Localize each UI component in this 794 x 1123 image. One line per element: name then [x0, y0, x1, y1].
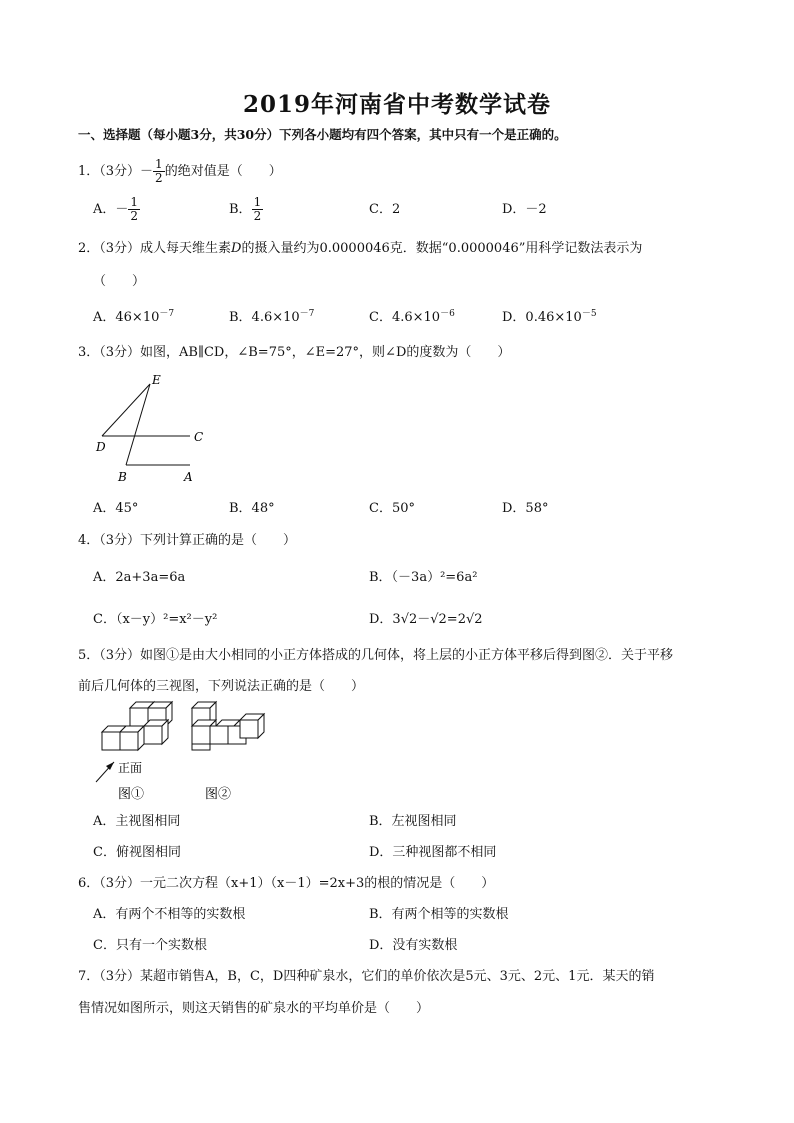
- q1-a-label: A．－: [93, 202, 129, 217]
- q1-a-fraction: [128, 196, 140, 223]
- q3-option-b: B．48°: [229, 501, 275, 516]
- q1-option-c: C．2: [369, 202, 401, 217]
- q2-d-base: D．0.46×10: [502, 310, 582, 325]
- q2-option-c: [369, 310, 455, 326]
- question-6: 6．（3分）一元二次方程（x+1）（x－1）=2x+3的根的情况是（ ）: [78, 876, 495, 891]
- q1-option-a: [93, 196, 140, 223]
- question-3: 3．（3分）如图，AB∥CD，∠B=75°，∠E=27°，则∠D的度数为（ ）: [78, 345, 511, 360]
- q1-suffix: 的绝对值是（ ）: [164, 164, 282, 179]
- q2-var: D: [231, 241, 242, 256]
- figure-1-label: 图①: [118, 787, 145, 802]
- figure-1-cubes: [102, 702, 172, 750]
- q1-a-num: 1: [130, 195, 139, 209]
- label-d: D: [96, 440, 106, 454]
- label-a: A: [184, 470, 193, 484]
- q4-option-d: D．3√2－√2=2√2: [369, 612, 483, 627]
- q5-option-a: A．主视图相同: [93, 814, 181, 829]
- q1-a-den: 2: [130, 209, 139, 223]
- q1-prefix: 1．（3分）－: [78, 164, 154, 179]
- q3-option-d: D．58°: [502, 501, 549, 516]
- q1-b-fraction: [252, 196, 264, 223]
- q1-fraction: [153, 158, 165, 185]
- question-7-line1: 7．（3分）某超市销售A，B，C，D四种矿泉水，它们的单价依次是5元、3元、2元、1元．某天的销: [78, 969, 655, 984]
- page-title: 2019年河南省中考数学试卷: [242, 91, 551, 118]
- q6-option-a: A．有两个不相等的实数根: [93, 907, 246, 922]
- label-c: C: [194, 430, 204, 444]
- q2-b-exp: －7: [299, 309, 315, 319]
- q4-option-a: A．2a+3a=6a: [93, 570, 186, 585]
- front-arrow-head: [106, 762, 114, 770]
- q2-a-base: A．46×10: [93, 310, 160, 325]
- question-4: 4．（3分）下列计算正确的是（ ）: [78, 533, 297, 548]
- q1-option-b: [229, 196, 263, 223]
- q2-option-a: [93, 310, 174, 326]
- q5-option-b: B．左视图相同: [369, 814, 457, 829]
- figure-2-cubes: [192, 702, 264, 750]
- question-2: [78, 241, 642, 257]
- q2-option-d: [502, 310, 597, 326]
- q2-text-b: 的摄入量约为0.0000046克．数据“0.0000046”用科学记数法表示为: [241, 241, 643, 256]
- label-b: B: [118, 470, 127, 484]
- q1-frac-den: 2: [155, 171, 163, 185]
- q6-option-d: D．没有实数根: [369, 938, 458, 953]
- q2-option-b: [229, 310, 314, 326]
- question-5-line2: 前后几何体的三视图，下列说法正确的是（ ）: [78, 679, 365, 694]
- q1-option-d: D．－2: [502, 202, 547, 217]
- q2-answer-blank: （ ）: [93, 274, 146, 289]
- q4-option-c: C．（x－y）²=x²－y²: [93, 612, 218, 627]
- question-5-line1: 5．（3分）如图①是由大小相同的小正方体搭成的几何体，将上层的小正方体平移后得到图②．关于平移: [78, 648, 674, 663]
- question-7-line2: 售情况如图所示，则这天销售的矿泉水的平均单价是（ ）: [78, 1001, 430, 1016]
- section-heading: 一、选择题（每小题3分，共30分）下列各小题均有四个答案，其中只有一个是正确的。: [78, 127, 567, 142]
- q4-option-b: B．（－3a）²=6a²: [369, 570, 478, 585]
- q3-option-a: A．45°: [93, 501, 139, 516]
- q1-b-num: 1: [253, 195, 262, 209]
- q5-option-d: D．三种视图都不相同: [369, 845, 497, 860]
- label-e: E: [152, 373, 161, 387]
- q1-frac-num: 1: [155, 157, 163, 171]
- question-1: [78, 158, 282, 185]
- q3-option-c: C．50°: [369, 501, 415, 516]
- front-label: 正面: [118, 761, 143, 775]
- q2-d-exp: －5: [581, 309, 597, 319]
- q3-geometry-figure: [90, 370, 220, 490]
- q2-a-exp: －7: [159, 309, 175, 319]
- q2-text-a: 2．（3分）成人每天维生素: [78, 241, 232, 256]
- figure-2-label: 图②: [205, 787, 232, 802]
- line-eb: [126, 384, 150, 465]
- q5-cube-figures: [90, 700, 280, 805]
- q6-option-c: C．只有一个实数根: [93, 938, 207, 953]
- q2-c-exp: －6: [440, 309, 455, 319]
- q1-b-label: B．: [229, 202, 252, 217]
- q6-option-b: B．有两个相等的实数根: [369, 907, 509, 922]
- q5-option-c: C．俯视图相同: [93, 845, 181, 860]
- q2-b-base: B．4.6×10: [229, 310, 300, 325]
- q2-c-base: C．4.6×10: [369, 310, 441, 325]
- q1-b-den: 2: [253, 209, 262, 223]
